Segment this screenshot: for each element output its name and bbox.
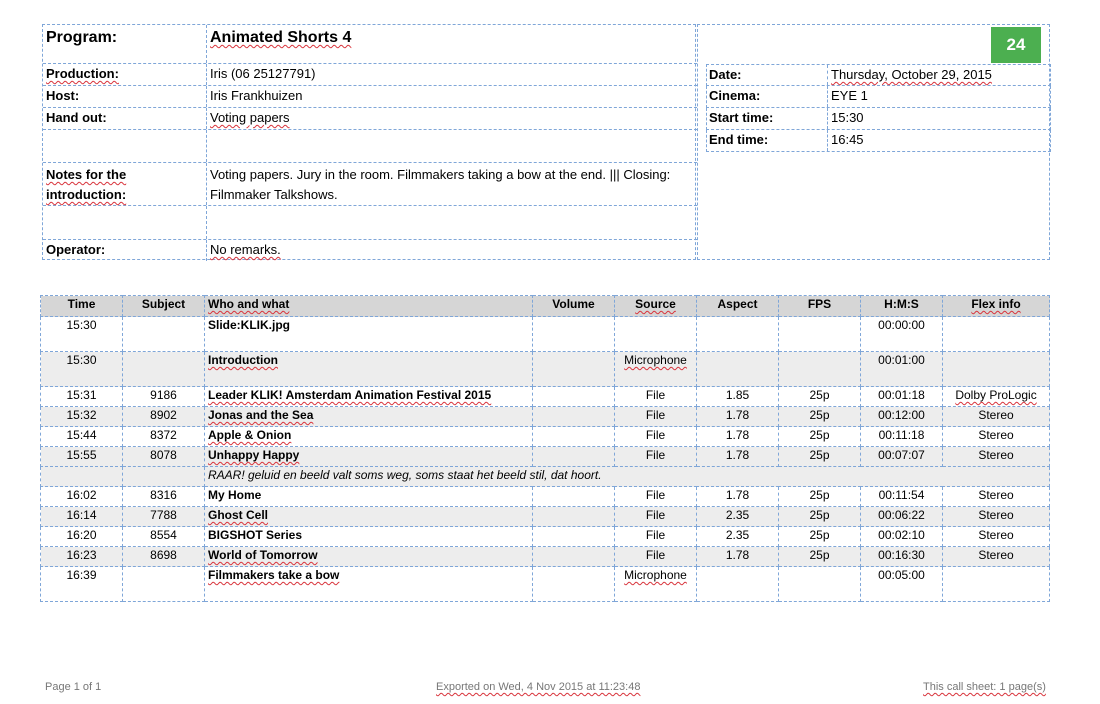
cell-source: File xyxy=(615,527,697,547)
page-number: Page 1 of 1 xyxy=(45,681,102,693)
cell-what: Introduction xyxy=(205,352,533,387)
cell-hms: 00:07:07 xyxy=(861,447,943,467)
cell-source: File xyxy=(615,547,697,567)
cell-time: 15:44 xyxy=(41,427,123,447)
cell-time: 16:23 xyxy=(41,547,123,567)
table-row xyxy=(41,407,1050,427)
blank-row-2 xyxy=(43,206,697,240)
cell-fps: 25p xyxy=(779,427,861,447)
cell-flex: Stereo xyxy=(943,547,1050,567)
program-info-panel xyxy=(42,24,696,260)
cell-time: 16:02 xyxy=(41,487,123,507)
table-row xyxy=(41,547,1050,567)
cell-aspect: 1.78 xyxy=(697,427,779,447)
cell-hms: 00:05:00 xyxy=(861,567,943,602)
operator-value: No remarks. xyxy=(210,242,281,257)
table-row xyxy=(41,507,1050,527)
cell-what: BIGSHOT Series xyxy=(205,527,533,547)
table-row xyxy=(41,317,1050,352)
cell-volume xyxy=(533,447,615,467)
cell-volume xyxy=(533,427,615,447)
cell-hms: 00:00:00 xyxy=(861,317,943,352)
cell-what: World of Tomorrow xyxy=(205,547,533,567)
cell-source: Microphone xyxy=(615,352,697,387)
production-value: Iris (06 25127791) xyxy=(210,66,316,81)
cell-volume xyxy=(533,317,615,352)
cell-flex: Stereo xyxy=(943,507,1050,527)
cell-what: Jonas and the Sea xyxy=(205,407,533,427)
cell-volume xyxy=(533,407,615,427)
cell-aspect: 1.78 xyxy=(697,547,779,567)
col-hms: H:M:S xyxy=(861,296,943,317)
cell-aspect: 1.78 xyxy=(697,447,779,467)
cell-hms: 00:01:18 xyxy=(861,387,943,407)
end-time-row: End time: 16:45 xyxy=(706,130,1051,152)
table-row xyxy=(41,527,1050,547)
cell-subject: 9186 xyxy=(123,387,205,407)
host-row: Host: Iris Frankhuizen xyxy=(43,86,697,108)
cell-flex: Stereo xyxy=(943,447,1050,467)
schedule-info-panel xyxy=(697,24,1050,260)
handout-value: Voting papers xyxy=(210,110,290,125)
cell-time: 15:31 xyxy=(41,387,123,407)
cell-flex xyxy=(943,352,1050,387)
cell-volume xyxy=(533,387,615,407)
cell-fps xyxy=(779,567,861,602)
cell-what: Ghost Cell xyxy=(205,507,533,527)
cell-subject xyxy=(123,317,205,352)
cell-flex: Dolby ProLogic xyxy=(943,387,1050,407)
cell-what: Slide:KLIK.jpg xyxy=(205,317,533,352)
cell-fps xyxy=(779,317,861,352)
cell-subject: 8316 xyxy=(123,487,205,507)
cinema-value: EYE 1 xyxy=(831,88,868,103)
cell-time: 15:32 xyxy=(41,407,123,427)
call-sheet-pages: This call sheet: 1 page(s) xyxy=(923,681,1046,693)
cell-volume xyxy=(533,547,615,567)
col-subject: Subject xyxy=(123,296,205,317)
table-row xyxy=(41,487,1050,507)
cell-flex xyxy=(943,317,1050,352)
cell-flex: Stereo xyxy=(943,407,1050,427)
cell-hms: 00:02:10 xyxy=(861,527,943,547)
cell-flex: Stereo xyxy=(943,427,1050,447)
cell-hms: 00:11:54 xyxy=(861,487,943,507)
table-note-row xyxy=(41,467,1050,487)
cell-source: File xyxy=(615,427,697,447)
col-time: Time xyxy=(41,296,123,317)
cell-what: Unhappy Happy xyxy=(205,447,533,467)
cell-subject: 8078 xyxy=(123,447,205,467)
start-time-value: 15:30 xyxy=(831,110,864,125)
host-value: Iris Frankhuizen xyxy=(210,88,303,103)
program-title: Animated Shorts 4 xyxy=(210,29,352,46)
cell-fps xyxy=(779,352,861,387)
cell-subject xyxy=(123,352,205,387)
handout-row: Hand out: Voting papers xyxy=(43,108,697,130)
cell-source: File xyxy=(615,487,697,507)
cell-what: Filmmakers take a bow xyxy=(205,567,533,602)
export-timestamp: Exported on Wed, 4 Nov 2015 at 11:23:48 xyxy=(436,681,641,693)
cell-volume xyxy=(533,527,615,547)
cell-hms: 00:11:18 xyxy=(861,427,943,447)
date-row: Date: Thursday, October 29, 2015 xyxy=(706,64,1051,86)
cell-subject: 7788 xyxy=(123,507,205,527)
cell-hms: 00:12:00 xyxy=(861,407,943,427)
col-source: Source xyxy=(615,296,697,317)
cell-fps: 25p xyxy=(779,527,861,547)
table-row xyxy=(41,387,1050,407)
program-number-badge: 24 xyxy=(991,27,1041,63)
row-note: RAAR! geluid en beeld valt soms weg, soms staat het beeld stil, dat hoort. xyxy=(205,467,1050,487)
program-label: Program: xyxy=(43,25,207,63)
date-value: Thursday, October 29, 2015 xyxy=(831,67,992,82)
cell-fps: 25p xyxy=(779,487,861,507)
cell-time: 16:14 xyxy=(41,507,123,527)
table-row xyxy=(41,352,1050,387)
cell-hms: 00:16:30 xyxy=(861,547,943,567)
cell-volume xyxy=(533,352,615,387)
col-volume: Volume xyxy=(533,296,615,317)
cell-fps: 25p xyxy=(779,447,861,467)
notes-row: Notes for the introduction: Voting papers. Jury in the room. Filmmakers taking a bow at the end. ||| Closing: Filmmaker Talkshows. xyxy=(43,163,697,206)
cell-aspect xyxy=(697,352,779,387)
table-header-row xyxy=(41,296,1050,317)
cell-time: 15:55 xyxy=(41,447,123,467)
cell-aspect: 2.35 xyxy=(697,507,779,527)
cell-subject: 8902 xyxy=(123,407,205,427)
cell-aspect: 1.85 xyxy=(697,387,779,407)
cell-hms: 00:01:00 xyxy=(861,352,943,387)
cell-flex: Stereo xyxy=(943,527,1050,547)
cell-fps: 25p xyxy=(779,387,861,407)
cell-volume xyxy=(533,507,615,527)
schedule-table xyxy=(40,295,1049,602)
cell-flex xyxy=(943,567,1050,602)
notes-value: Voting papers. Jury in the room. Filmmakers taking a bow at the end. ||| Closing: Filmmaker Talkshows. xyxy=(210,167,671,202)
cell-aspect xyxy=(697,567,779,602)
table-row xyxy=(41,567,1050,602)
cell-source: File xyxy=(615,447,697,467)
cell-source: File xyxy=(615,507,697,527)
cell-flex: Stereo xyxy=(943,487,1050,507)
table-row xyxy=(41,427,1050,447)
cell-what: Apple & Onion xyxy=(205,427,533,447)
cell-hms: 00:06:22 xyxy=(861,507,943,527)
cell-subject: 8698 xyxy=(123,547,205,567)
cell-source: File xyxy=(615,387,697,407)
operator-row: Operator: No remarks. xyxy=(43,240,697,261)
col-fps: FPS xyxy=(779,296,861,317)
program-row xyxy=(43,25,697,64)
cell-volume xyxy=(533,487,615,507)
col-flex-info: Flex info xyxy=(943,296,1050,317)
cell-fps: 25p xyxy=(779,407,861,427)
cell-aspect xyxy=(697,317,779,352)
end-time-value: 16:45 xyxy=(831,132,864,147)
cell-time: 15:30 xyxy=(41,317,123,352)
col-aspect: Aspect xyxy=(697,296,779,317)
cell-aspect: 2.35 xyxy=(697,527,779,547)
start-time-row: Start time: 15:30 xyxy=(706,108,1051,130)
production-row: Production: Iris (06 25127791) xyxy=(43,64,697,86)
cell-aspect: 1.78 xyxy=(697,407,779,427)
cell-subject: 8372 xyxy=(123,427,205,447)
blank-row xyxy=(43,130,697,163)
cinema-row: Cinema: EYE 1 xyxy=(706,86,1051,108)
cell-volume xyxy=(533,567,615,602)
table-row xyxy=(41,447,1050,467)
cell-subject xyxy=(123,567,205,602)
cell-fps: 25p xyxy=(779,547,861,567)
cell-source: Microphone xyxy=(615,567,697,602)
cell-what: My Home xyxy=(205,487,533,507)
cell-what: Leader KLIK! Amsterdam Animation Festival 2015 xyxy=(205,387,533,407)
cell-time: 15:30 xyxy=(41,352,123,387)
col-who-and-what: Who and what xyxy=(205,296,533,317)
cell-aspect: 1.78 xyxy=(697,487,779,507)
cell-fps: 25p xyxy=(779,507,861,527)
cell-source xyxy=(615,317,697,352)
cell-time: 16:39 xyxy=(41,567,123,602)
cell-subject: 8554 xyxy=(123,527,205,547)
cell-source: File xyxy=(615,407,697,427)
cell-time: 16:20 xyxy=(41,527,123,547)
